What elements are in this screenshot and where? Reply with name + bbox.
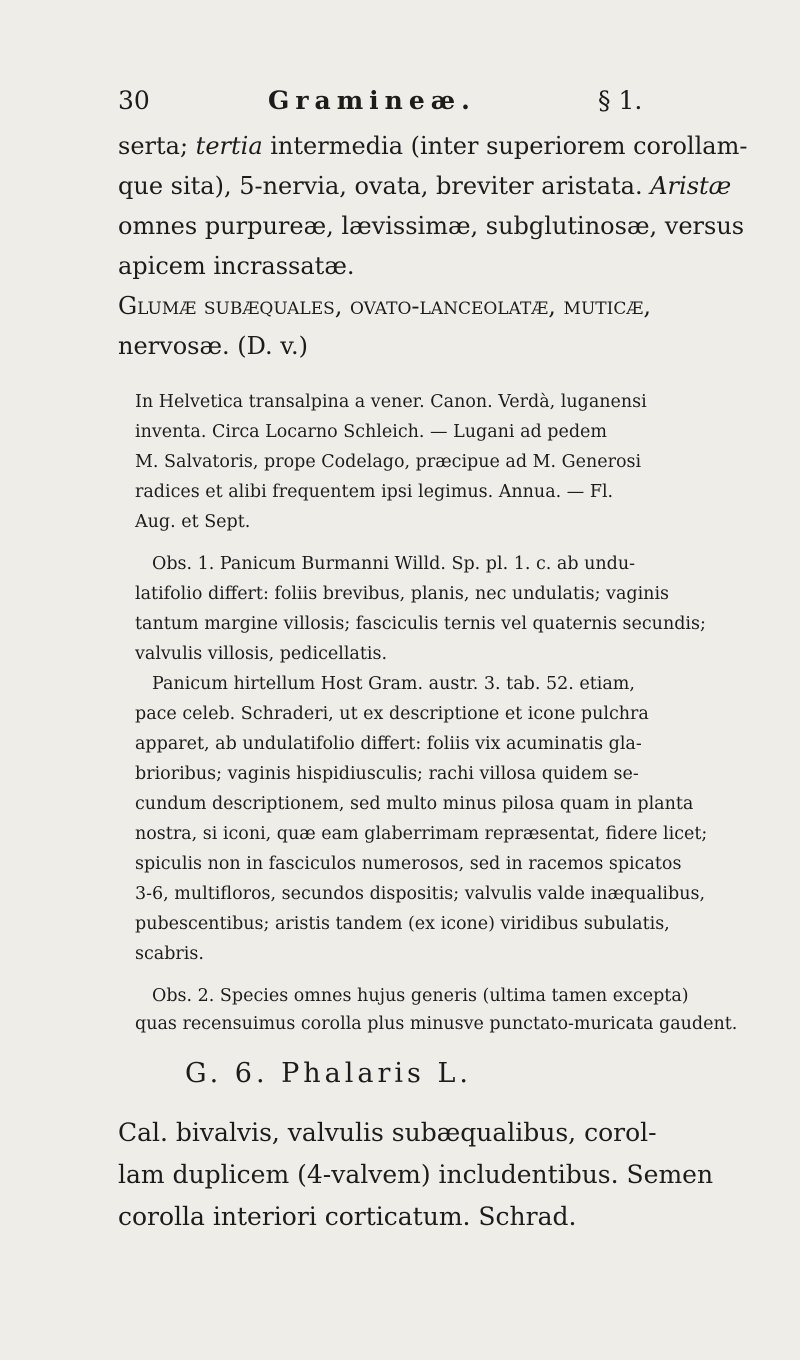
text-line: que sita), 5-nervia, ovata, breviter aristata. Aristæ [118,172,732,200]
obs1-line: brioribus; vaginis hispidiusculis; rachi villosa quidem se- [135,764,639,784]
obs1-line: spiculis non in fasciculos numerosos, sed in racemos spicatos [135,854,682,874]
genus-heading: G. 6. Phalaris L. [185,1058,472,1089]
obs1-line: tantum margine villosis; fasciculis ternis vel quaternis secundis; [135,614,706,634]
cal-line: lam duplicem (4-valvem) includentibus. Semen [118,1160,714,1189]
habitat-line: radices et alibi frequentem ipsi legimus. Annua. — Fl. [135,482,614,502]
habitat-line: Aug. et Sept. [135,512,251,532]
text-line: nervosæ. (D. v.) [118,332,308,360]
obs1-line: cundum descriptionem, sed multo minus pilosa quam in planta [135,794,694,814]
obs1-line: scabris. [135,944,204,964]
obs1-line: Panicum hirtellum Host Gram. austr. 3. tab. 52. etiam, [152,674,635,694]
text-line: serta; tertia intermedia (inter superiorem corollam- [118,132,748,160]
obs2-line: Obs. 2. Species omnes hujus generis (ultima tamen excepta) [152,986,689,1006]
text-line: omnes purpureæ, lævissimæ, subglutinosæ, versus [118,212,745,240]
obs1-line: pubescentibus; aristis tandem (ex icone) viridibus subulatis, [135,914,670,934]
obs1-line: 3-6, multifloros, secundos dispositis; valvulis valde inæqualibus, [135,884,706,904]
habitat-line: M. Salvatoris, prope Codelago, præcipue ad M. Generosi [135,452,642,472]
obs1-line: Obs. 1. Panicum Burmanni Willd. Sp. pl. 1. c. ab undu- [152,554,636,574]
page-header [118,84,718,124]
section-mark: § 1. [598,86,643,115]
page-number: 30 [118,86,150,115]
running-head: Gramineæ. [268,86,476,115]
cal-line: corolla interiori corticatum. Schrad. [118,1202,577,1231]
cal-line: Cal. bivalvis, valvulis subæqualibus, corol- [118,1118,657,1147]
obs1-line: latifolio differt: foliis brevibus, planis, nec undulatis; vaginis [135,584,670,604]
obs1-line: valvulis villosis, pedicellatis. [135,644,388,664]
habitat-line: inventa. Circa Locarno Schleich. — Lugani ad pedem [135,422,607,442]
obs1-line: nostra, si iconi, quæ eam glaberrimam repræsentat, fidere licet; [135,824,708,844]
obs2-line: quas recensuimus corolla plus minusve punctato-muricata gaudent. [135,1014,738,1034]
text-line: Glumæ subæquales, ovato-lanceolatæ, muticæ, [118,292,651,320]
obs1-line: pace celeb. Schraderi, ut ex descriptione et icone pulchra [135,704,649,724]
obs1-line: apparet, ab undulatifolio differt: foliis vix acuminatis gla- [135,734,642,754]
habitat-line: In Helvetica transalpina a vener. Canon. Verdà, luganensi [135,392,647,412]
text-line: apicem incrassatæ. [118,252,355,280]
